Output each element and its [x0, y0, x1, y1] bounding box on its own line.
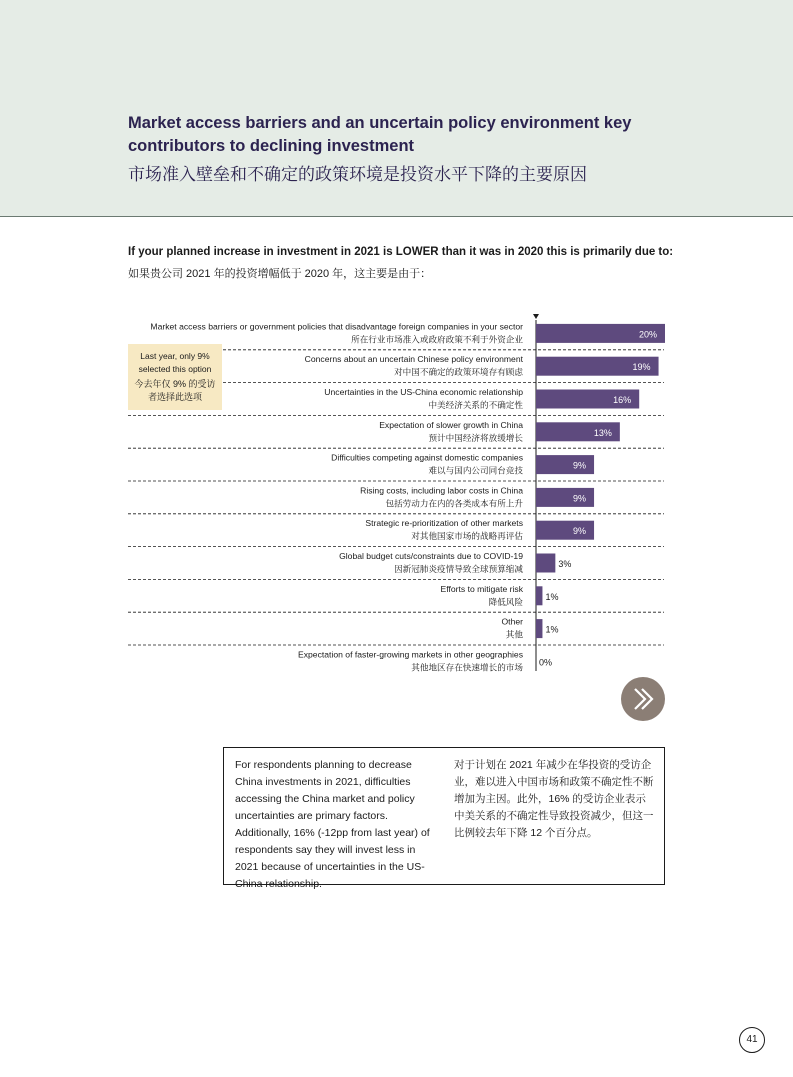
data-label: 20% [638, 329, 657, 340]
category-label-zh: 所在行业市场准入或政府政策不利于外资企业 [351, 335, 523, 346]
category-label-zh: 降低风险 [488, 597, 523, 608]
data-label: 0% [539, 657, 553, 668]
category-label-zh: 难以与国内公司同台竞技 [428, 466, 523, 477]
category-label-zh: 中美经济关系的不确定性 [428, 401, 523, 411]
note-box [128, 344, 222, 410]
category-label-en: Uncertainties in the US-China economic relationship [324, 387, 523, 397]
summary-box [223, 747, 665, 890]
page-title-zh: 市场准入壁垒和不确定的政策环境是投资水平下降的主要原因 [128, 165, 587, 184]
data-label: 13% [593, 427, 612, 438]
category-label-zh: 预计中国经济将放缓增长 [428, 433, 523, 444]
note-en: Last year, only 9% selected this option [138, 351, 212, 374]
category-label-zh: 因新冠肺炎疫情导致全球预算缩减 [394, 565, 523, 575]
bar [536, 586, 542, 605]
page-number: 41 [739, 1027, 765, 1053]
data-label: 3% [558, 559, 572, 569]
category-label-en: Expectation of slower growth in China [379, 419, 523, 430]
category-label-en: Global budget cuts/constraints due to COVID-19 [339, 551, 523, 561]
data-label: 9% [573, 526, 587, 537]
next-button[interactable] [621, 677, 665, 721]
category-label-zh: 对中国不确定的政策环境存有顾虑 [394, 368, 523, 379]
question-zh: 如果贵公司 2021 年的投资增幅低于 2020 年，这主要是由于： [128, 268, 432, 280]
category-label-en: Rising costs, including labor costs in China [360, 485, 523, 496]
summary-zh: 对于计划在 2021 年减少在华投资的受访企业，难以进入中国市场和政策不确定性不断增加为主因。此外，16% 的受访企业表示中美关系的不确定性导致投资减少，但这一比例较去年下降 12 个百分点。 [454, 759, 654, 839]
category-label-en: Concerns about an uncertain Chinese policy environment [304, 354, 523, 365]
data-label: 9% [573, 493, 587, 504]
category-label-en: Efforts to mitigate risk [440, 583, 523, 594]
category-label-en: Market access barriers or government policies that disadvantage foreign companies in your sector [150, 321, 523, 332]
data-label: 16% [613, 395, 632, 405]
category-label-zh: 其他 [505, 630, 523, 641]
triangle-down-icon [533, 314, 539, 319]
category-label-en: Expectation of faster-growing markets in other geographies [298, 649, 523, 660]
data-label: 1% [545, 591, 559, 602]
data-label: 1% [545, 624, 559, 635]
category-label-zh: 对其他国家市场的战略再评估 [411, 532, 523, 543]
data-label: 19% [632, 362, 651, 373]
question-en: If your planned increase in investment in 2021 is LOWER than it was in 2020 this is primarily due to: [128, 246, 674, 258]
bar [536, 554, 555, 573]
category-label-en: Difficulties competing against domestic companies [331, 452, 523, 463]
bar [536, 619, 542, 638]
category-label-en: Strategic re-prioritization of other markets [365, 518, 523, 529]
double-chevron-right-icon [621, 677, 665, 721]
note-zh: 今去年仅 9% 的受访者选择此选项 [134, 379, 216, 402]
category-label-zh: 其他地区存在快速增长的市场 [411, 663, 523, 674]
page-title: Market access barriers and an uncertain policy environment key contributors to declining investment [128, 114, 632, 155]
summary-en: For respondents planning to decrease China investments in 2021, difficulties accessing the China market and policy uncertainties are primary factors. Additionally, 16% (-12pp from last year) of respondents say they will invest less in 2021 because of uncertainties in the US-China relationship. [235, 759, 430, 890]
category-label-zh: 包括劳动力在内的各类成本有所上升 [385, 499, 523, 510]
data-label: 9% [573, 460, 587, 471]
category-label-en: Other [501, 616, 523, 627]
